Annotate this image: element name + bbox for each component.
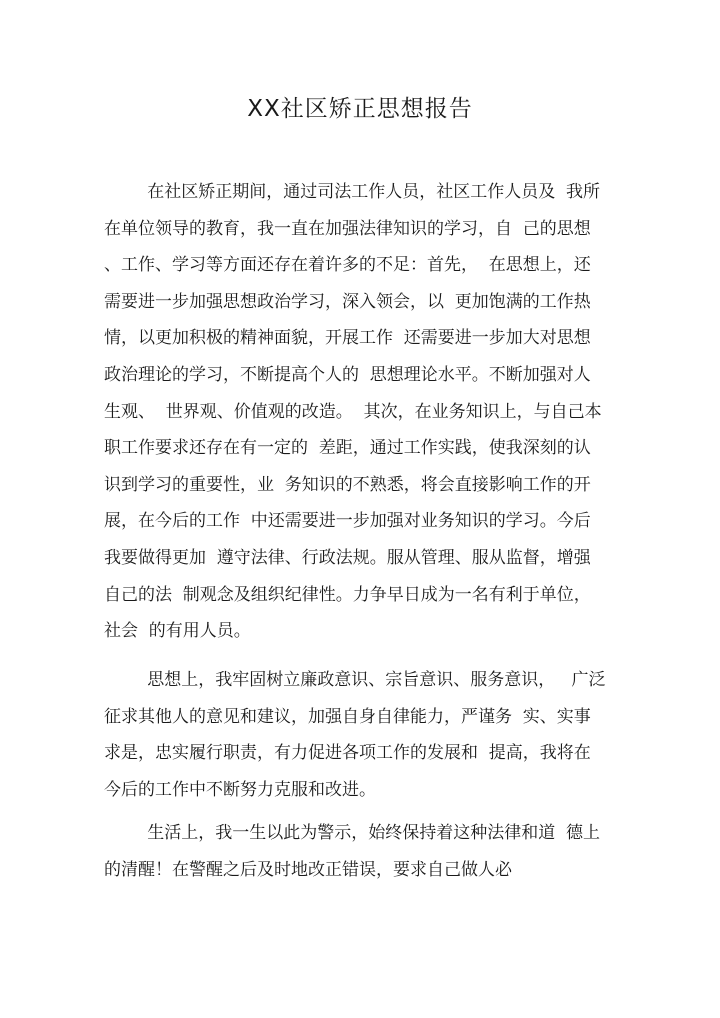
text-line: 生观、 世界观、价值观的改造。 其次，在业务知识上，与自己本 [104, 401, 602, 422]
paragraph-3 [104, 815, 604, 888]
text-line: 求是，忠实履行职责，有力促进各项工作的发展和 提高，我将在 [104, 743, 591, 764]
text-line: 职工作要求还存在有一定的 差距，通过工作实践，使我深刻的认 [104, 438, 591, 459]
paragraph-1 [104, 174, 604, 650]
text-line: 生活上，我一生以此为警示，始终保持着这种法律和道 德上 [104, 823, 601, 843]
text-line: 在单位领导的教育，我一直在加强法律知识的学习，自 己的思想 [104, 218, 591, 239]
document-title: XX社区矫正思想报告 [247, 96, 473, 122]
text-line: 、工作、学习等方面还存在着许多的不足：首先， 在思想上，还 [104, 255, 591, 276]
text-line: 思想上，我牢固树立廉政意识、宗旨意识、服务意识， 广泛 [104, 670, 606, 690]
text-line: 我要做得更加 遵守法律、行政法规。服从管理、服从监督，增强 [104, 547, 591, 568]
text-line: 征求其他人的意见和建议，加强自身自律能力，严谨务 实、实事 [104, 706, 591, 727]
text-line: 需要进一步加强思想政治学习，深入领会，以 更加饱满的工作热 [104, 291, 591, 312]
text-line: 展，在今后的工作 中还需要进一步加强对业务知识的学习。今后 [104, 511, 591, 532]
text-line: 政治理论的学习，不断提高个人的 思想理论水平。不断加强对人 [104, 364, 591, 385]
text-line: 在社区矫正期间，通过司法工作人员，社区工作人员及 我所 [104, 182, 601, 202]
text-line: 的清醒！在警醒之后及时地改正错误，要求自己做人必 [104, 859, 512, 880]
paragraph-2 [104, 662, 604, 808]
text-line: 自己的法 制观念及组织纪律性。力争早日成为一名有利于单位， [104, 584, 591, 605]
text-line: 社会 的有用人员。 [104, 621, 251, 642]
text-line: 识到学习的重要性，业 务知识的不熟悉，将会直接影响工作的开 [104, 474, 591, 495]
text-line: 今后的工作中不断努力克服和改进。 [104, 779, 376, 800]
text-line: 情，以更加积极的精神面貌，开展工作 还需要进一步加大对思想 [104, 328, 591, 349]
